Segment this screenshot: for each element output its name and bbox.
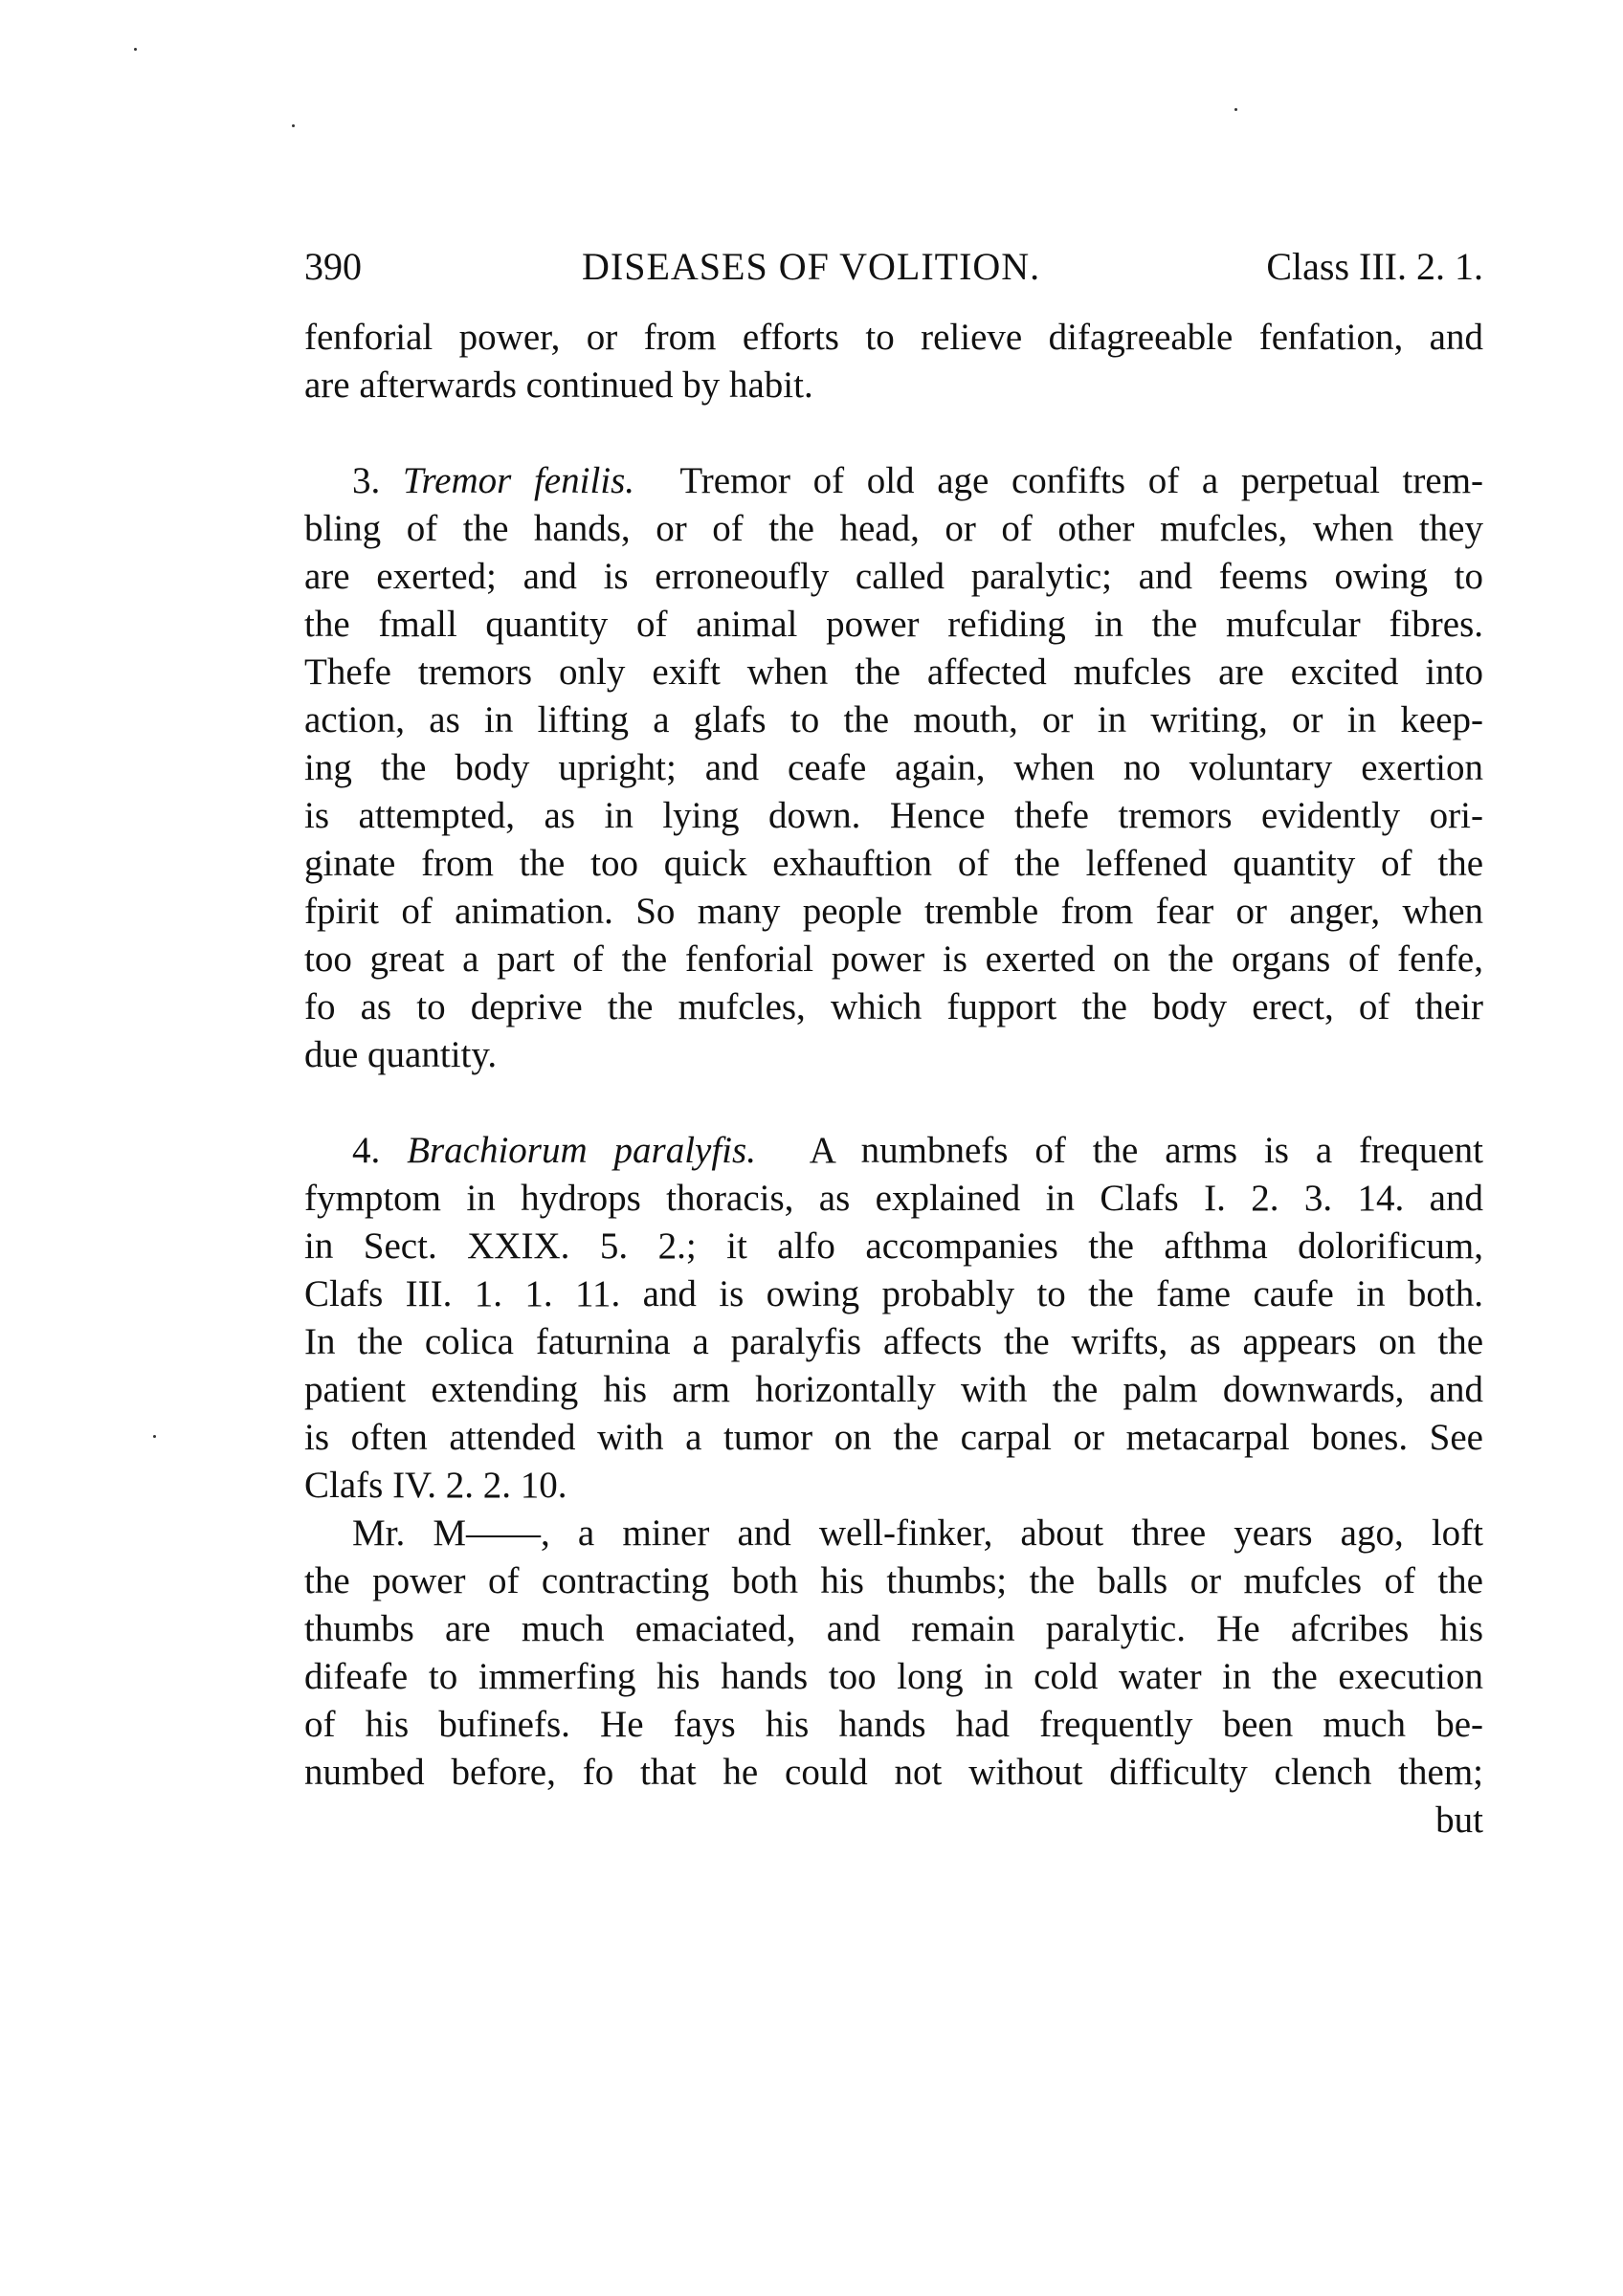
section-number: 3. [352,460,381,501]
text-line: difeafe to immerfing his hands too long in cold water in the execution [304,1656,1483,1697]
page-number: 390 [304,245,362,288]
text-line: are exerted; and is erroneoufly called paralytic; and feems owing to [304,556,1483,597]
section-heading: Tremor fenilis. [402,460,635,501]
text-line [304,1127,1483,1175]
text-line: fpirit of animation. So many people tremble from fear or anger, when [304,891,1483,932]
text-line: the power of contracting both his thumbs; the balls or mufcles of the [304,1560,1483,1601]
text-line: of his bufinefs. He fays his hands had frequently been much be- [304,1704,1483,1745]
text-line: are afterwards continued by habit. [304,364,813,406]
text-span: Tremor of old age confifts of a perpetual trem- [679,460,1484,501]
text-line: Clafs IV. 2. 2. 10. [304,1465,567,1506]
paragraph-brachiorum-paralysis [304,1127,1483,1510]
text-line: Clafs III. 1. 1. 11. and is owing probably to the fame caufe in both. [304,1273,1483,1314]
paragraph-continuation [304,314,1483,409]
text-line: fenforial power, or from efforts to relieve difagreeable fenfation, and [304,317,1483,358]
class-reference: Class III. 2. 1. [1266,245,1483,288]
text-line: fo as to deprive the mufcles, which fupport the body erect, of their [304,986,1483,1027]
running-title: DISEASES OF VOLITION. [582,245,1041,288]
text-line: is often attended with a tumor on the carpal or metacarpal bones. See [304,1417,1483,1458]
text-line: fymptom in hydrops thoracis, as explained in Clafs I. 2. 3. 14. and [304,1178,1483,1219]
page-body [304,314,1483,1844]
text-line: in Sect. XXIX. 5. 2.; it alfo accompanies the afthma dolorificum, [304,1225,1483,1267]
text-line: due quantity. [304,1034,498,1075]
paragraph-case-report [304,1510,1483,1797]
text-line [304,457,1483,505]
text-line: bling of the hands, or of the head, or of other mufcles, when they [304,508,1483,549]
text-line: the fmall quantity of animal power refiding in the mufcular fibres. [304,604,1483,645]
text-line: too great a part of the fenforial power is exerted on the organs of fenfe, [304,938,1483,980]
text-line: numbed before, fo that he could not without difficulty clench them; [304,1752,1483,1793]
section-number: 4. [352,1130,381,1171]
text-line: thumbs are much emaciated, and remain paralytic. He afcribes his [304,1608,1483,1649]
text-line: patient extending his arm horizontally with the palm downwards, and [304,1369,1483,1410]
text-line: action, as in lifting a glafs to the mouth, or in writing, or in keep- [304,699,1483,740]
text-line: ginate from the too quick exhauftion of the leffened quantity of the [304,843,1483,884]
text-line: Mr. M——, a miner and well-finker, about three years ago, loft [352,1512,1483,1554]
running-header [304,243,1483,291]
text-line: ing the body upright; and ceafe again, when no voluntary exertion [304,747,1483,788]
section-heading: Brachiorum paralyfis. [407,1130,756,1171]
text-line: Thefe tremors only exift when the affected mufcles are excited into [304,651,1483,693]
paragraph-tremor-senilis [304,457,1483,1079]
text-line: In the colica faturnina a paralyfis affects the wrifts, as appears on the [304,1321,1483,1362]
text-span: A numbnefs of the arms is a frequent [809,1130,1483,1171]
text-line: is attempted, as in lying down. Hence thefe tremors evidently ori- [304,795,1483,836]
catchword: but [1435,1799,1483,1841]
